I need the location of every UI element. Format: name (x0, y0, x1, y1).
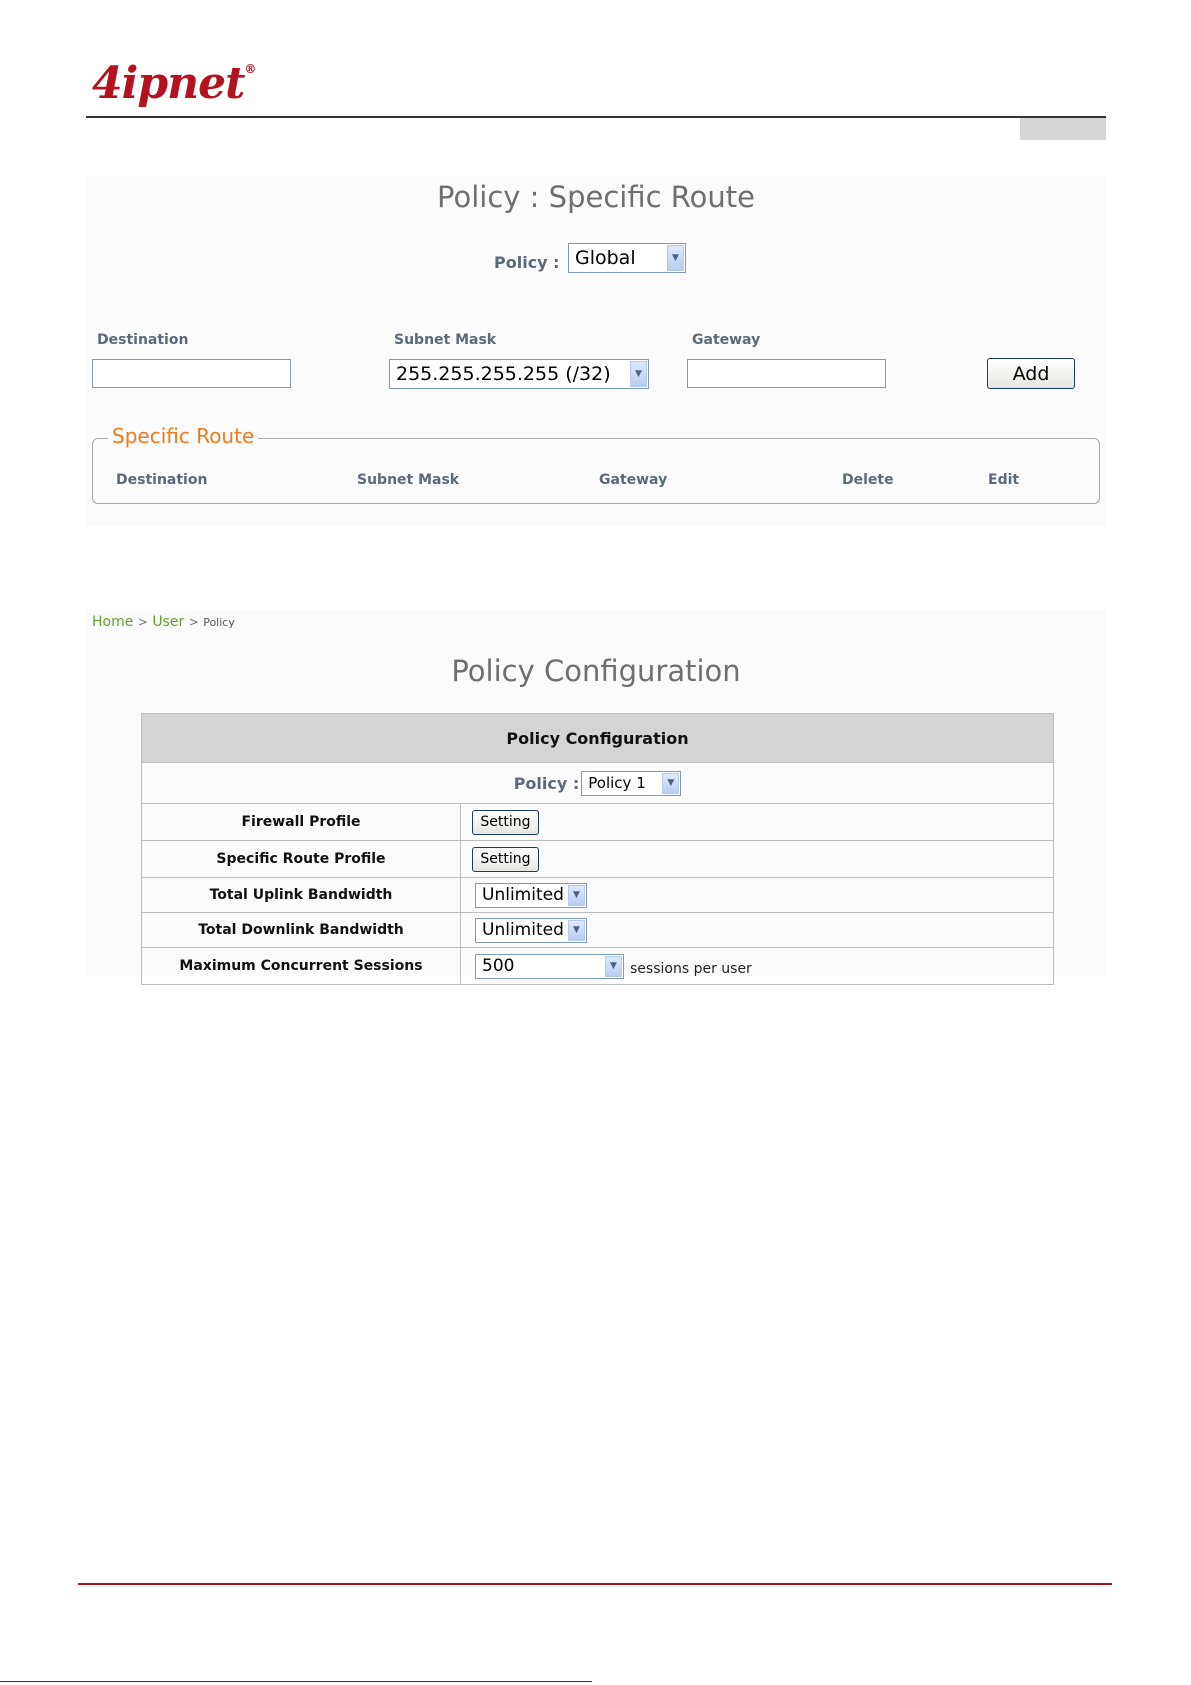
chevron-down-icon: ▼ (568, 885, 585, 906)
header-tab (1020, 118, 1106, 140)
brand-logo: 4ipnet® (92, 58, 256, 109)
column-delete: Delete (842, 472, 894, 488)
column-subnet-mask: Subnet Mask (357, 472, 460, 488)
table-row (142, 804, 1054, 841)
subnet-mask-label: Subnet Mask (394, 332, 497, 348)
page-title: Policy : Specific Route (437, 180, 755, 214)
chevron-down-icon: ▼ (662, 773, 679, 794)
policy-label: Policy : (513, 773, 580, 793)
column-edit: Edit (988, 472, 1020, 488)
breadcrumb-user[interactable]: User (152, 614, 185, 630)
gateway-input[interactable] (687, 359, 886, 388)
chevron-down-icon: ▼ (568, 920, 585, 941)
table-header: Policy Configuration (142, 714, 1054, 763)
table-row (142, 841, 1054, 878)
policy-select[interactable]: Global ▼ (568, 243, 686, 273)
gateway-label: Gateway (692, 332, 761, 348)
add-button[interactable]: Add (987, 358, 1075, 389)
policy-row (142, 763, 1054, 804)
header-divider (86, 116, 1106, 118)
footer-divider (78, 1583, 1112, 1585)
specific-route-setting-button[interactable]: Setting (472, 847, 539, 872)
chevron-down-icon: ▼ (630, 361, 647, 387)
downlink-bandwidth-select[interactable]: Unlimited ▼ (475, 918, 587, 943)
chevron-down-icon: ▼ (667, 245, 684, 271)
breadcrumb: Home > User > Policy (92, 614, 235, 630)
sessions-suffix: sessions per user (630, 961, 752, 977)
breadcrumb-home[interactable]: Home (92, 614, 134, 630)
total-uplink-bandwidth-label: Total Uplink Bandwidth (142, 878, 461, 913)
total-downlink-bandwidth-label: Total Downlink Bandwidth (142, 913, 461, 948)
policy-label: Policy : (494, 253, 560, 272)
destination-input[interactable] (92, 359, 291, 388)
specific-route-profile-label: Specific Route Profile (142, 841, 461, 878)
firewall-setting-button[interactable]: Setting (472, 810, 539, 835)
policy-configuration-table (141, 713, 1054, 985)
firewall-profile-label: Firewall Profile (142, 804, 461, 841)
max-sessions-select[interactable]: 500 ▼ (475, 954, 624, 979)
fieldset-legend: Specific Route (108, 424, 258, 448)
chevron-down-icon: ▼ (605, 956, 622, 977)
policy-select[interactable]: Policy 1 ▼ (581, 771, 681, 796)
breadcrumb-current: Policy (203, 616, 235, 629)
destination-label: Destination (97, 332, 189, 348)
column-gateway: Gateway (599, 472, 668, 488)
footnote-divider (0, 1681, 592, 1682)
column-destination: Destination (116, 472, 208, 488)
table-row (142, 948, 1054, 985)
subnet-mask-select[interactable]: 255.255.255.255 (/32) ▼ (389, 359, 649, 389)
table-row (142, 878, 1054, 913)
uplink-bandwidth-select[interactable]: Unlimited ▼ (475, 883, 587, 908)
table-row (142, 913, 1054, 948)
maximum-concurrent-sessions-label: Maximum Concurrent Sessions (142, 948, 461, 985)
policy-configuration-title: Policy Configuration (451, 654, 741, 688)
